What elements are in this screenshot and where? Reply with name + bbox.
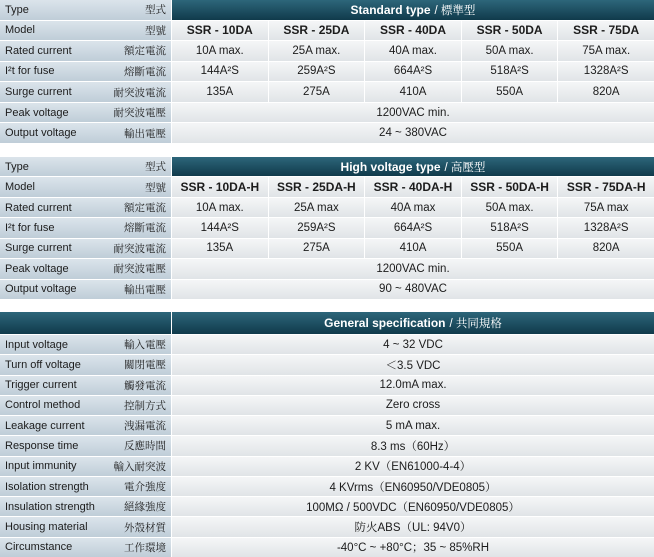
model-cell: SSR - 50DA-H [462, 177, 558, 196]
label-zh: 輸出電壓 [124, 283, 166, 296]
row-label-insulation-strength [0, 497, 171, 516]
model-cell: SSR - 10DA [172, 21, 268, 41]
i2t-cell: 259A²S [269, 62, 365, 82]
label-en: Housing material [5, 521, 88, 534]
row-label-surge-current [0, 82, 171, 102]
label-en: Surge current [5, 86, 72, 99]
row-label-peak-voltage [0, 259, 171, 278]
trigger-current-cell: 12.0mA max. [172, 376, 654, 395]
label-en: Model [5, 181, 35, 194]
general-specification-table [0, 312, 654, 557]
model-cell: SSR - 50DA [462, 21, 558, 41]
model-cell: SSR - 25DA [269, 21, 365, 41]
label-zh: 輸入電壓 [124, 339, 166, 352]
high-voltage-type-header [172, 157, 654, 176]
row-label-input-immunity [0, 457, 171, 476]
i2t-cell: 664A²S [365, 218, 461, 237]
model-cell: SSR - 25DA-H [269, 177, 365, 196]
control-method-cell: Zero cross [172, 396, 654, 415]
rated-current-cell: 40A max. [365, 41, 461, 61]
rated-current-cell: 75A max [558, 198, 654, 217]
high-voltage-type-table [0, 157, 654, 299]
i2t-cell: 259A²S [269, 218, 365, 237]
label-en: I²t for fuse [5, 65, 55, 78]
surge-current-cell: 820A [558, 239, 654, 258]
input-immunity-cell: 2 KV（EN61000-4-4） [172, 457, 654, 476]
surge-current-cell: 820A [558, 82, 654, 102]
row-label-isolation-strength [0, 477, 171, 496]
label-en: I²t for fuse [5, 221, 55, 234]
model-cell: SSR - 40DA-H [365, 177, 461, 196]
label-en: Control method [5, 399, 81, 412]
label-en: Peak voltage [5, 262, 69, 275]
label-zh: 耐突波電壓 [113, 263, 166, 276]
general-header-label-blank [0, 312, 171, 334]
label-zh: 型式 [145, 4, 166, 17]
row-label-peak-voltage [0, 103, 171, 123]
header-title: General specification [324, 316, 446, 330]
label-zh: 洩漏電流 [124, 420, 166, 433]
label-en: Surge current [5, 242, 72, 255]
row-label-output-voltage [0, 123, 171, 143]
header-title: Standard type [350, 2, 431, 17]
row-label-i2t-for-fuse [0, 218, 171, 237]
surge-current-cell: 550A [462, 82, 558, 102]
label-en: Circumstance [5, 541, 73, 554]
surge-current-cell: 410A [365, 239, 461, 258]
label-en: Type [5, 160, 29, 173]
row-label-response-time [0, 436, 171, 455]
insulation-strength-cell: 100MΩ / 500VDC（EN60950/VDE0805） [172, 497, 654, 516]
row-label-trigger-current [0, 376, 171, 395]
label-en: Output voltage [5, 127, 77, 140]
row-label-housing-material [0, 517, 171, 536]
row-label-model [0, 177, 171, 196]
row-label-rated-current [0, 198, 171, 217]
model-cell: SSR - 10DA-H [172, 177, 268, 196]
row-label-type [0, 157, 171, 176]
label-en: Insulation strength [5, 500, 95, 513]
label-en: Input voltage [5, 338, 68, 351]
i2t-cell: 144A²S [172, 62, 268, 82]
row-label-output-voltage [0, 280, 171, 299]
label-en: Type [5, 3, 29, 16]
surge-current-cell: 275A [269, 239, 365, 258]
row-label-circumstance [0, 538, 171, 557]
label-zh: 型號 [145, 24, 166, 37]
standard-type-header [172, 0, 654, 20]
label-zh: 型式 [145, 161, 166, 174]
response-time-cell: 8.3 ms（60Hz） [172, 436, 654, 455]
turn-off-voltage-cell: ＜3.5 VDC [172, 355, 654, 374]
label-zh: 電介強度 [124, 481, 166, 494]
surge-current-cell: 410A [365, 82, 461, 102]
model-cell: SSR - 40DA [365, 21, 461, 41]
rated-current-cell: 10A max. [172, 41, 268, 61]
label-zh: 型號 [145, 181, 166, 194]
header-title: High voltage type [340, 159, 441, 174]
output-voltage-cell: 24 ~ 380VAC [172, 123, 654, 143]
label-zh: 熔斷電流 [124, 222, 166, 235]
label-en: Rated current [5, 44, 72, 57]
header-title-zh: / 共同規格 [449, 318, 502, 330]
label-en: Output voltage [5, 283, 77, 296]
label-zh: 外殼材質 [124, 521, 166, 534]
input-voltage-cell: 4 ~ 32 VDC [172, 335, 654, 354]
label-en: Turn off voltage [5, 358, 81, 371]
row-label-input-voltage [0, 335, 171, 354]
label-zh: 耐突波電流 [113, 242, 166, 255]
i2t-cell: 518A²S [462, 62, 558, 82]
rated-current-cell: 40A max [365, 198, 461, 217]
i2t-cell: 664A²S [365, 62, 461, 82]
label-zh: 熔斷電流 [124, 65, 166, 78]
peak-voltage-cell: 1200VAC min. [172, 103, 654, 123]
rated-current-cell: 25A max. [269, 41, 365, 61]
rated-current-cell: 75A max. [558, 41, 654, 61]
label-zh: 額定電流 [124, 45, 166, 58]
label-zh: 輸入耐突波 [113, 460, 166, 473]
header-title-zh: / 標準型 [434, 4, 476, 17]
surge-current-cell: 550A [462, 239, 558, 258]
standard-type-table [0, 0, 654, 143]
leakage-current-cell: 5 mA max. [172, 416, 654, 435]
row-label-turn-off-voltage [0, 355, 171, 374]
rated-current-cell: 10A max. [172, 198, 268, 217]
label-en: Trigger current [5, 379, 77, 392]
label-zh: 控制方式 [124, 399, 166, 412]
row-label-model [0, 21, 171, 41]
output-voltage-cell: 90 ~ 480VAC [172, 280, 654, 299]
row-label-type [0, 0, 171, 20]
circumstance-cell: -40°C ~ +80°C；35 ~ 85%RH [172, 538, 654, 557]
peak-voltage-cell: 1200VAC min. [172, 259, 654, 278]
rated-current-cell: 25A max [269, 198, 365, 217]
label-zh: 關閉電壓 [124, 359, 166, 372]
label-zh: 額定電流 [124, 202, 166, 215]
label-zh: 工作環境 [124, 541, 166, 554]
label-en: Rated current [5, 201, 72, 214]
label-zh: 觸發電流 [124, 379, 166, 392]
row-label-control-method [0, 396, 171, 415]
label-en: Peak voltage [5, 106, 69, 119]
i2t-cell: 1328A²S [558, 62, 654, 82]
rated-current-cell: 50A max. [462, 198, 558, 217]
label-en: Leakage current [5, 419, 85, 432]
row-label-surge-current [0, 239, 171, 258]
model-cell: SSR - 75DA-H [558, 177, 654, 196]
isolation-strength-cell: 4 KVrms（EN60950/VDE0805） [172, 477, 654, 496]
row-label-leakage-current [0, 416, 171, 435]
label-en: Response time [5, 439, 79, 452]
surge-current-cell: 135A [172, 82, 268, 102]
general-specification-header [172, 312, 654, 334]
i2t-cell: 518A²S [462, 218, 558, 237]
label-zh: 反應時間 [124, 440, 166, 453]
header-title-zh: / 高壓型 [444, 161, 486, 174]
label-zh: 耐突波電流 [113, 86, 166, 99]
surge-current-cell: 275A [269, 82, 365, 102]
row-label-i2t-for-fuse [0, 62, 171, 82]
row-label-rated-current [0, 41, 171, 61]
surge-current-cell: 135A [172, 239, 268, 258]
label-en: Model [5, 24, 35, 37]
label-zh: 絕緣強度 [124, 501, 166, 514]
housing-material-cell: 防火ABS（UL: 94V0） [172, 517, 654, 536]
label-en: Isolation strength [5, 480, 89, 493]
label-zh: 耐突波電壓 [113, 107, 166, 120]
rated-current-cell: 50A max. [462, 41, 558, 61]
label-zh: 輸出電壓 [124, 127, 166, 140]
i2t-cell: 144A²S [172, 218, 268, 237]
label-en: Input immunity [5, 460, 77, 473]
i2t-cell: 1328A²S [558, 218, 654, 237]
model-cell: SSR - 75DA [558, 21, 654, 41]
